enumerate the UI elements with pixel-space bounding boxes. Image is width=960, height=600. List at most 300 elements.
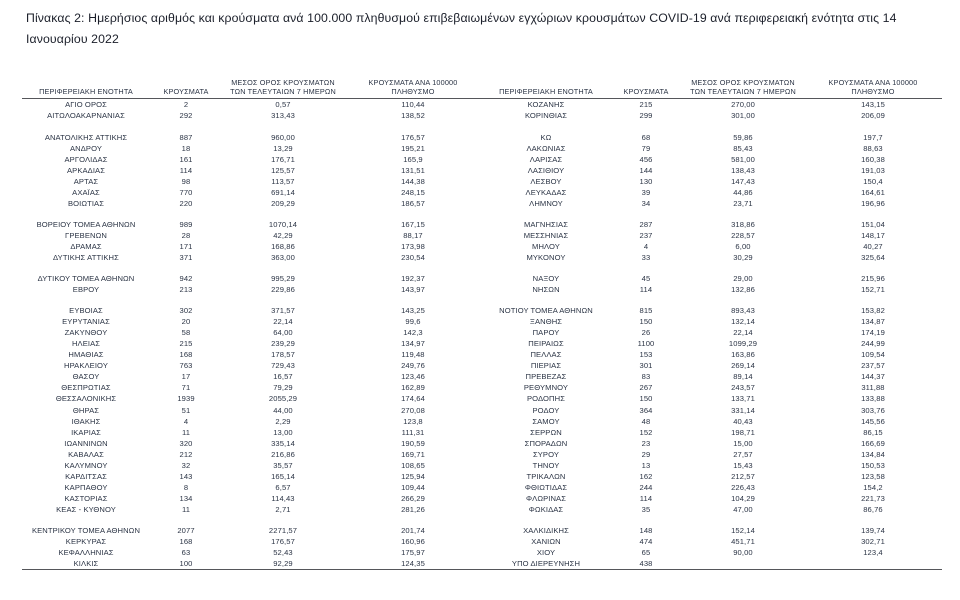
cell-cases-left: 71 <box>181 383 191 393</box>
cell-cases-right: 130 <box>639 176 653 186</box>
cell-per-100000-right: 123,4 <box>863 548 883 558</box>
cell-name-left: ΑΝΔΡΟΥ <box>69 143 102 153</box>
spacer-cell <box>344 263 482 273</box>
cell-name-left: ΚΑΡΠΑΘΟΥ <box>64 482 108 492</box>
table-row <box>22 327 942 338</box>
cell-per-100000-left: 142,3 <box>403 328 423 338</box>
regional-units-table <box>22 78 942 570</box>
cell-name-right: ΤΡΙΚΑΛΩΝ <box>526 471 566 481</box>
cell-cases-right: 45 <box>641 274 651 284</box>
cell-name-right: ΜΥΚΟΝΟΥ <box>526 252 566 262</box>
cell-per-100000-left: 143,97 <box>401 285 425 295</box>
cell-avg-right: 85,43 <box>733 143 753 153</box>
table-row <box>22 143 942 154</box>
cell-per-100000-left: 195,21 <box>401 143 425 153</box>
cell-name-right: ΜΑΓΝΗΣΙΑΣ <box>523 219 568 229</box>
table-row <box>22 110 942 121</box>
cell-name-right: ΜΕΣΣΗΝΙΑΣ <box>523 230 569 240</box>
table-row <box>22 393 942 404</box>
cell-cases-right: 364 <box>639 405 653 415</box>
cell-avg-right: 29,00 <box>733 274 753 284</box>
header-per-100000-line1-left: ΚΡΟΥΣΜΑΤΑ ΑΝΑ 100000 <box>368 78 458 87</box>
cell-name-right: ΣΕΡΡΩΝ <box>530 427 562 437</box>
cell-cases-right: 26 <box>641 328 651 338</box>
cell-avg-left: 165,14 <box>271 471 295 481</box>
cell-per-100000-right: 133,88 <box>861 394 885 404</box>
cell-cases-left: 32 <box>181 460 191 470</box>
cell-per-100000-left: 144,38 <box>401 176 425 186</box>
cell-cases-left: 2 <box>183 100 189 110</box>
cell-name-left: ΑΡΚΑΔΙΑΣ <box>66 165 105 175</box>
spacer-cell <box>610 122 682 132</box>
cell-name-left: ΗΛΕΙΑΣ <box>71 339 101 349</box>
cell-cases-left: 58 <box>181 328 191 338</box>
cell-avg-left: 0,57 <box>275 100 291 110</box>
spacer-cell <box>804 209 942 219</box>
spacer-cell <box>344 209 482 219</box>
cell-per-100000-left: 143,25 <box>401 306 425 316</box>
cell-cases-right: 39 <box>641 187 651 197</box>
cell-cases-right: 34 <box>641 198 651 208</box>
header-weekly-average-right <box>682 78 804 99</box>
cell-avg-right: 226,43 <box>731 482 755 492</box>
table-body <box>22 99 942 570</box>
cell-name-right: ΚΟΖΑΝΗΣ <box>527 100 565 110</box>
cell-avg-right: 132,86 <box>731 285 755 295</box>
cell-cases-right: 29 <box>641 449 651 459</box>
table-row <box>22 438 942 449</box>
cell-avg-right: 27,57 <box>733 449 753 459</box>
cell-avg-left: 178,57 <box>271 350 295 360</box>
cell-per-100000-right: 160,38 <box>861 154 885 164</box>
header-weekly-average-line1-left: ΜΕΣΟΣ ΟΡΟΣ ΚΡΟΥΣΜΑΤΩΝ <box>231 78 335 87</box>
cell-cases-left: 20 <box>181 317 191 327</box>
cell-per-100000-right: 237,57 <box>861 361 885 371</box>
spacer-cell <box>682 209 804 219</box>
cell-per-100000-left: 160,96 <box>401 537 425 547</box>
cell-avg-left: 229,86 <box>271 285 295 295</box>
cell-per-100000-right: 166,69 <box>861 438 885 448</box>
cell-per-100000-right: 174,19 <box>861 328 885 338</box>
cell-avg-right: 15,43 <box>733 460 753 470</box>
cell-name-right: ΠΡΕΒΕΖΑΣ <box>525 372 567 382</box>
cell-name-left: ΘΕΣΠΡΩΤΙΑΣ <box>61 383 111 393</box>
cell-cases-right: 148 <box>639 526 653 535</box>
header-per-100000-right <box>804 78 942 99</box>
cell-per-100000-right: 152,71 <box>861 285 885 295</box>
header-per-100000-line2-left: ΠΛΗΘΥΣΜΟ <box>391 87 435 97</box>
cell-avg-left: 239,29 <box>271 339 295 349</box>
cell-avg-right: 1099,29 <box>728 339 758 349</box>
table-row <box>22 230 942 241</box>
cell-avg-right: 40,43 <box>733 416 753 426</box>
header-per-100000-line1-right: ΚΡΟΥΣΜΑΤΑ ΑΝΑ 100000 <box>828 78 918 87</box>
spacer-cell <box>682 295 804 305</box>
cell-cases-left: 1939 <box>177 394 195 404</box>
cell-cases-right: 299 <box>639 111 653 121</box>
cell-per-100000-right: 144,37 <box>861 372 885 382</box>
spacer-cell <box>22 209 150 219</box>
table-row <box>22 558 942 570</box>
cell-per-100000-left: 134,97 <box>401 339 425 349</box>
cell-avg-left: 2271,57 <box>268 526 298 535</box>
cell-avg-right: 152,14 <box>731 526 755 535</box>
header-weekly-average-left <box>222 78 344 99</box>
cell-name-left: ΑΓΙΟ ΟΡΟΣ <box>65 100 107 110</box>
cell-avg-left: 2,29 <box>275 416 291 426</box>
cell-avg-left: 995,29 <box>271 274 295 284</box>
cell-avg-right: 15,00 <box>733 438 753 448</box>
cell-avg-right: 212,57 <box>731 471 755 481</box>
cell-cases-right: 13 <box>641 460 651 470</box>
table-row <box>22 471 942 482</box>
cell-cases-right: 23 <box>641 438 651 448</box>
cell-per-100000-right: 311,88 <box>861 383 885 393</box>
spacer-cell <box>482 122 610 132</box>
table-row <box>22 241 942 252</box>
cell-cases-right: 4 <box>643 241 649 251</box>
cell-per-100000-right: 86,15 <box>863 427 883 437</box>
cell-per-100000-left: 248,15 <box>401 187 425 197</box>
cell-avg-left: 52,43 <box>273 548 293 558</box>
cell-per-100000-right: 153,82 <box>861 306 885 316</box>
spacer-cell <box>610 515 682 525</box>
spacer-cell <box>804 295 942 305</box>
cell-per-100000-left: 110,44 <box>401 100 425 110</box>
cell-per-100000-left: 249,76 <box>401 361 425 371</box>
cell-per-100000-left: 108,65 <box>401 460 425 470</box>
cell-avg-right: 133,71 <box>731 394 755 404</box>
cell-per-100000-left: 131,51 <box>401 165 425 175</box>
cell-name-right: ΦΩΚΙΔΑΣ <box>528 504 564 514</box>
cell-avg-left: 2,71 <box>275 504 291 514</box>
header-weekly-average-line2-left: ΤΩΝ ΤΕΛΕΥΤΑΙΩΝ 7 ΗΜΕΡΩΝ <box>230 87 336 97</box>
cell-name-left: ΖΑΚΥΝΘΟΥ <box>64 328 108 338</box>
cell-per-100000-right: 206,09 <box>861 111 885 121</box>
table-row <box>22 405 942 416</box>
cell-cases-left: 143 <box>179 471 193 481</box>
cell-cases-left: 100 <box>150 558 222 570</box>
header-weekly-average-line1-right: ΜΕΣΟΣ ΟΡΟΣ ΚΡΟΥΣΜΑΤΩΝ <box>691 78 795 87</box>
table-header-row <box>22 78 942 99</box>
cell-per-100000-left: 99,6 <box>405 317 421 327</box>
cell-avg-right: 893,43 <box>731 306 755 316</box>
spacer-cell <box>804 122 942 132</box>
cell-cases-left: 212 <box>179 449 193 459</box>
cell-cases-left: 4 <box>183 416 189 426</box>
cell-name-left: ΚΕΝΤΡΙΚΟΥ ΤΟΜΕΑ ΑΘΗΝΩΝ <box>31 526 141 535</box>
table-row <box>22 338 942 349</box>
cell-per-100000-left: 201,74 <box>401 526 425 535</box>
table-row <box>22 547 942 558</box>
spacer-cell <box>682 263 804 273</box>
spacer-cell <box>682 122 804 132</box>
cell-avg-right: 163,86 <box>731 350 755 360</box>
spacer-cell <box>482 515 610 525</box>
cell-per-100000-right: 134,84 <box>861 449 885 459</box>
cell-per-100000-right: 164,61 <box>861 187 885 197</box>
cell-per-100000-right: 303,76 <box>861 405 885 415</box>
cell-name-right: ΡΟΔΟΥ <box>532 405 560 415</box>
cell-name-right: ΤΗΝΟΥ <box>532 460 560 470</box>
cell-per-100000-right: 143,15 <box>861 100 885 110</box>
cell-avg-left: 216,86 <box>271 449 295 459</box>
cell-cases-left: 11 <box>181 504 191 514</box>
cell-cases-right: 33 <box>641 252 651 262</box>
cell-per-100000-right: 150,4 <box>863 176 883 186</box>
cell-name-left: ΚΑΒΑΛΑΣ <box>68 449 104 459</box>
spacer-cell <box>150 209 222 219</box>
cell-cases-left: 11 <box>181 427 191 437</box>
table-row <box>22 371 942 382</box>
table-row <box>22 416 942 427</box>
cell-per-100000-right: 86,76 <box>863 504 883 514</box>
cell-avg-left: 729,43 <box>271 361 295 371</box>
cell-name-right: ΜΗΛΟΥ <box>532 241 560 251</box>
cell-cases-left: 17 <box>181 372 191 382</box>
header-regional-unit-right: ΠΕΡΙΦΕΡΕΙΑΚΗ ΕΝΟΤΗΤΑ <box>482 78 610 99</box>
table-row <box>22 165 942 176</box>
cell-name-left: ΑΝΑΤΟΛΙΚΗΣ ΑΤΤΙΚΗΣ <box>44 132 128 142</box>
spacer-cell <box>610 263 682 273</box>
spacer-cell <box>482 295 610 305</box>
spacer-cell <box>22 515 150 525</box>
cell-avg-right: 23,71 <box>733 198 753 208</box>
cell-name-right: ΣΠΟΡΑΔΩΝ <box>524 438 568 448</box>
cell-name-right: ΝΟΤΙΟΥ ΤΟΜΕΑ ΑΘΗΝΩΝ <box>499 306 593 316</box>
cell-per-100000-left: 167,15 <box>401 219 425 229</box>
table-row <box>22 482 942 493</box>
spacer-cell <box>482 263 610 273</box>
cell-name-right: ΝΗΣΩΝ <box>532 285 560 295</box>
cell-avg-left: 960,00 <box>271 132 295 142</box>
spacer-cell <box>22 295 150 305</box>
cell-cases-right: 456 <box>639 154 653 164</box>
cell-per-100000-left: 125,94 <box>401 471 425 481</box>
spacer-cell <box>482 209 610 219</box>
table-row <box>22 187 942 198</box>
cell-avg-left: 371,57 <box>271 306 295 316</box>
table-row <box>22 132 942 143</box>
table-row <box>22 154 942 165</box>
header-cases-right: ΚΡΟΥΣΜΑΤΑ <box>610 78 682 99</box>
cell-name-left: ΗΜΑΘΙΑΣ <box>68 350 104 360</box>
cell-avg-left: 35,57 <box>273 460 293 470</box>
cell-per-100000-right: 151,04 <box>861 219 885 229</box>
table-row-spacer <box>22 295 942 305</box>
cell-cases-right: 474 <box>639 537 653 547</box>
cell-avg-left: 114,43 <box>271 493 295 503</box>
cell-avg-right: 451,71 <box>731 537 755 547</box>
cell-per-100000-right: 191,03 <box>861 165 885 175</box>
cell-cases-left: 989 <box>179 219 193 229</box>
cell-cases-left: 292 <box>179 111 193 121</box>
header-regional-unit-left: ΠΕΡΙΦΕΡΕΙΑΚΗ ΕΝΟΤΗΤΑ <box>22 78 150 99</box>
cell-name-right: ΠΕΛΛΑΣ <box>530 350 562 360</box>
table-row <box>22 198 942 209</box>
cell-name-right: ΛΑΡΙΣΑΣ <box>529 154 563 164</box>
spacer-cell <box>222 515 344 525</box>
cell-name-left: ΘΕΣΣΑΛΟΝΙΚΗΣ <box>55 394 117 404</box>
cell-cases-right: 1100 <box>637 339 655 349</box>
cell-cases-right: 150 <box>639 394 653 404</box>
cell-avg-left: 92,29 <box>222 558 344 570</box>
cell-per-100000-right: 325,64 <box>861 252 885 262</box>
cell-cases-left: 763 <box>179 361 193 371</box>
cell-name-left: ΚΙΛΚΙΣ <box>22 558 150 570</box>
cell-name-left: ΙΩΑΝΝΙΝΩΝ <box>64 438 108 448</box>
cell-per-100000-right: 196,96 <box>861 198 885 208</box>
cell-cases-right: 815 <box>639 306 653 316</box>
cell-avg-left: 13,29 <box>273 143 293 153</box>
table-row <box>22 504 942 515</box>
cell-avg-right: 301,00 <box>731 111 755 121</box>
cell-cases-left: 371 <box>179 252 193 262</box>
cell-name-left: ΘΗΡΑΣ <box>72 405 100 415</box>
cell-cases-left: 161 <box>179 154 193 164</box>
cell-avg-right: 270,00 <box>731 100 755 110</box>
cell-cases-left: 215 <box>179 339 193 349</box>
cell-cases-right: 65 <box>641 548 651 558</box>
cell-cases-left: 220 <box>179 198 193 208</box>
spacer-cell <box>22 122 150 132</box>
cell-per-100000-left: 190,59 <box>401 438 425 448</box>
cell-name-right: ΣΥΡΟΥ <box>532 449 560 459</box>
cell-per-100000-right: 215,96 <box>861 274 885 284</box>
cell-avg-left: 363,00 <box>271 252 295 262</box>
cell-avg-right: 30,29 <box>733 252 753 262</box>
cell-per-100000-right: 197,7 <box>863 132 883 142</box>
table-row <box>22 219 942 230</box>
cell-avg-right: 6,00 <box>735 241 751 251</box>
cell-per-100000-left: 175,97 <box>401 548 425 558</box>
spacer-cell <box>150 122 222 132</box>
spacer-cell <box>222 295 344 305</box>
cell-per-100000-left: 119,48 <box>401 350 425 360</box>
cell-cases-left: 63 <box>181 548 191 558</box>
spacer-cell <box>804 263 942 273</box>
spacer-cell <box>222 263 344 273</box>
cell-avg-left: 113,57 <box>271 176 295 186</box>
cell-cases-left: 18 <box>181 143 191 153</box>
cell-cases-left: 2077 <box>177 526 195 535</box>
cell-avg-left: 691,14 <box>271 187 295 197</box>
cell-name-right: ΛΕΥΚΑΔΑΣ <box>525 187 567 197</box>
cell-avg-right <box>682 558 804 570</box>
cell-cases-right: 244 <box>639 482 653 492</box>
table-row <box>22 284 942 295</box>
cell-per-100000-right: 244,99 <box>861 339 885 349</box>
cell-cases-right: 114 <box>639 493 653 503</box>
spacer-cell <box>22 263 150 273</box>
cell-cases-left: 168 <box>179 537 193 547</box>
page-title: Πίνακας 2: Ημερήσιος αριθμός και κρούσματα ανά 100.000 πληθυσμού επιβεβαιωμένων εγχώριων κρουσμάτων COVID-19 ανά περιφερειακή ενότητα στις 14 Ιανουαρίου 2022 <box>26 11 897 46</box>
cell-name-right: ΧΑΝΙΩΝ <box>531 537 561 547</box>
cell-avg-right: 89,14 <box>733 372 753 382</box>
table-row <box>22 349 942 360</box>
cell-avg-left: 16,57 <box>273 372 293 382</box>
cell-cases-right: 83 <box>641 372 651 382</box>
cell-per-100000-left: 138,52 <box>401 111 425 121</box>
cell-name-right: ΠΙΕΡΙΑΣ <box>530 361 562 371</box>
cell-name-left: ΙΘΑΚΗΣ <box>71 416 101 426</box>
cell-avg-right: 132,14 <box>731 317 755 327</box>
table-row-spacer <box>22 515 942 525</box>
cell-name-right: ΚΩ <box>540 132 552 142</box>
cell-per-100000-left: 281,26 <box>401 504 425 514</box>
cell-per-100000-right: 40,27 <box>863 241 883 251</box>
cell-per-100000-left: 192,37 <box>401 274 425 284</box>
spacer-cell <box>344 515 482 525</box>
cell-per-100000-right: 145,56 <box>861 416 885 426</box>
cell-per-100000-right: 88,63 <box>863 143 883 153</box>
cell-cases-left: 98 <box>181 176 191 186</box>
table-row <box>22 273 942 284</box>
cell-avg-right: 59,86 <box>733 132 753 142</box>
cell-avg-right: 47,00 <box>733 504 753 514</box>
cell-avg-left: 1070,14 <box>268 219 298 229</box>
cell-name-right: ΠΕΙΡΑΙΩΣ <box>528 339 564 349</box>
cell-name-left: ΚΕΦΑΛΛΗΝΙΑΣ <box>58 548 114 558</box>
cell-per-100000-right: 154,2 <box>863 482 883 492</box>
spacer-cell <box>344 295 482 305</box>
cell-name-right: ΛΑΣΙΘΙΟΥ <box>527 165 565 175</box>
cell-per-100000-left: 109,44 <box>401 482 425 492</box>
cell-avg-left: 64,00 <box>273 328 293 338</box>
cell-per-100000-left: 123,46 <box>401 372 425 382</box>
cell-name-left: ΒΟΙΩΤΙΑΣ <box>67 198 105 208</box>
header-cases-left: ΚΡΟΥΣΜΑΤΑ <box>150 78 222 99</box>
cell-cases-left: 320 <box>179 438 193 448</box>
spacer-cell <box>150 295 222 305</box>
cell-avg-left: 13,00 <box>273 427 293 437</box>
cell-per-100000-left: 111,31 <box>401 427 425 437</box>
cell-cases-right: 162 <box>639 471 653 481</box>
cell-per-100000-right: 221,73 <box>861 493 885 503</box>
cell-name-left: ΚΕΑΣ - ΚΥΘΝΟΥ <box>56 504 116 514</box>
cell-avg-right: 104,29 <box>731 493 755 503</box>
cell-per-100000-right: 150,53 <box>861 460 885 470</box>
cell-cases-right: 48 <box>641 416 651 426</box>
spacer-cell <box>804 515 942 525</box>
table-row <box>22 493 942 504</box>
cell-per-100000-left: 174,64 <box>401 394 425 404</box>
cell-name-left: ΕΥΒΟΙΑΣ <box>69 306 103 316</box>
table-row-spacer <box>22 122 942 132</box>
cell-avg-right: 147,43 <box>731 176 755 186</box>
cell-avg-right: 198,71 <box>731 427 755 437</box>
cell-avg-left: 2055,29 <box>268 394 298 404</box>
cell-per-100000-left: 176,57 <box>401 132 425 142</box>
spacer-cell <box>610 295 682 305</box>
cell-name-left: ΔΡΑΜΑΣ <box>70 241 102 251</box>
cell-name-left: ΔΥΤΙΚΟΥ ΤΟΜΕΑ ΑΘΗΝΩΝ <box>37 274 135 284</box>
cell-cases-left: 8 <box>183 482 189 492</box>
cell-avg-left: 125,57 <box>271 165 295 175</box>
cell-name-left: ΙΚΑΡΙΑΣ <box>71 427 101 437</box>
table-row <box>22 460 942 471</box>
cell-name-right: ΛΕΣΒΟΥ <box>530 176 562 186</box>
cell-avg-right: 269,14 <box>731 361 755 371</box>
cell-name-left: ΚΕΡΚΥΡΑΣ <box>65 537 107 547</box>
cell-avg-left: 79,29 <box>273 383 293 393</box>
cell-per-100000-left: 165,9 <box>403 154 423 164</box>
cell-avg-right: 243,57 <box>731 383 755 393</box>
table-row <box>22 525 942 536</box>
cell-cases-right: 114 <box>639 285 653 295</box>
cell-avg-left: 22,14 <box>273 317 293 327</box>
cell-name-right: ΧΑΛΚΙΔΙΚΗΣ <box>523 526 569 535</box>
